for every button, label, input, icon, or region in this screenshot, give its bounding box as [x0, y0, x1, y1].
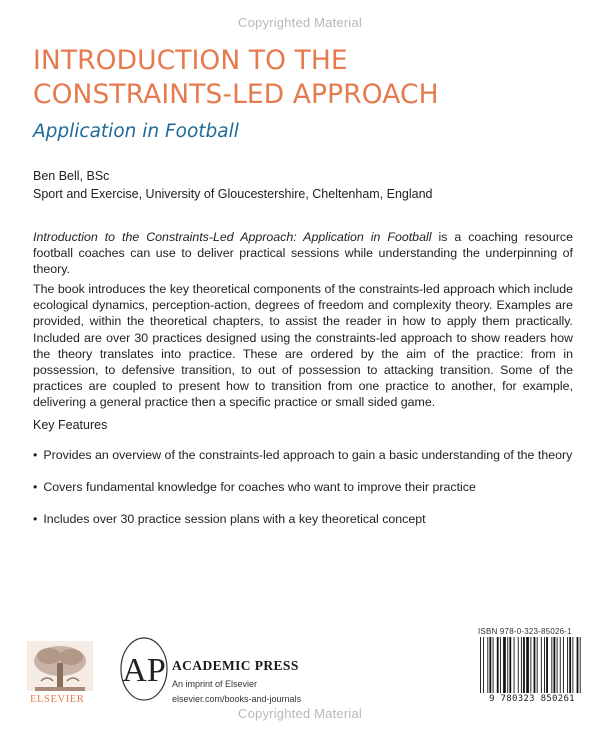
isbn-label: ISBN 978-0-323-85026-1 [478, 627, 572, 636]
academic-press-logo-icon [118, 635, 170, 705]
elsevier-wordmark: ELSEVIER [30, 694, 85, 705]
description-paragraph-1-text: is a coaching resource football coaches can use to deliver practical sessions while understanding the underpinning of theory. [33, 230, 573, 277]
ap-monogram: AP [122, 652, 166, 689]
publisher-url: elsevier.com/books-and-journals [172, 694, 302, 704]
key-feature-text: Covers fundamental knowledge for coaches who want to improve their practice [43, 480, 476, 494]
publisher-name: ACADEMIC PRESS [172, 658, 299, 673]
key-feature-item [33, 448, 572, 462]
description-paragraph-2: The book introduces the key theoretical components of the constraints-led approach which include ecological dynamics, perception-action, degrees of freedom and complexity theory. Examples are provided, within the theoretical chapters, to assist the reader in how to apply them practically. Included are over 30 practices designed using the constraints-led approach to show readers how the theory translates into practice. These are ordered by the aim of the practice: from in possession, to defensive transition, to out of possession to attacking transition. Some of the practices are coupled to present how to transition from one practice to another, for example, delivering a general practice then a specific practice or small sided game. [33, 282, 573, 410]
author-block [33, 167, 433, 203]
book-title [33, 44, 439, 112]
key-feature-text: Includes over 30 practice session plans with a key theoretical concept [43, 512, 426, 526]
bullet-icon: • [33, 512, 38, 526]
isbn-barcode-number: 9 780323 850261 [478, 694, 586, 704]
book-title-italic: Introduction to the Constraints-Led Approach: Application in Football [33, 230, 432, 244]
publisher-imprint: An imprint of Elsevier [172, 679, 258, 689]
key-feature-item [33, 480, 476, 494]
author-affiliation: Sport and Exercise, University of Gloucestershire, Cheltenham, England [33, 187, 433, 201]
book-subtitle: Application in Football [33, 121, 239, 142]
bullet-icon: • [33, 448, 38, 462]
author-name: Ben Bell, BSc [33, 169, 110, 183]
key-feature-text: Provides an overview of the constraints-led approach to gain a basic understanding of the theory [43, 448, 573, 462]
copyright-watermark-bottom: Copyrighted Material [238, 706, 362, 721]
description-paragraph-1 [33, 229, 573, 278]
key-feature-item [33, 512, 426, 526]
title-line-1: INTRODUCTION TO THE [33, 45, 348, 76]
key-features-heading: Key Features [33, 418, 108, 432]
bullet-icon: • [33, 480, 38, 494]
title-line-2: CONSTRAINTS-LED APPROACH [33, 79, 439, 110]
copyright-watermark-top: Copyrighted Material [238, 15, 362, 30]
